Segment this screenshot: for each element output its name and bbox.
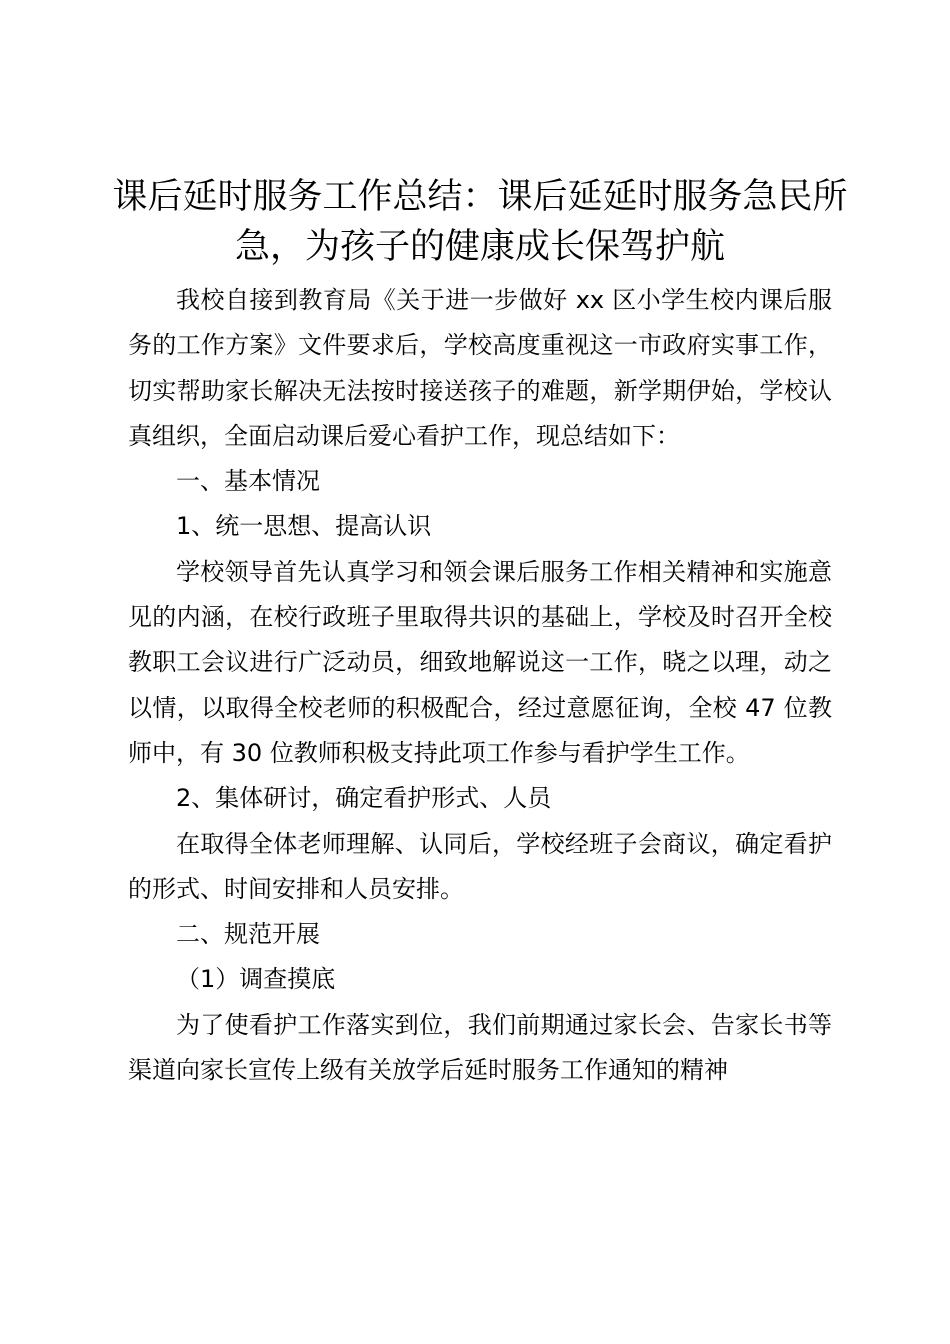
document-page — [112, 172, 848, 1093]
paragraph-intro: 我校自接到教育局《关于进一步做好 xx 区小学生校内课后服务的工作方案》文件要求后，学校高度重视这一市政府实事工作，切实帮助家长解决无法按时接送孩子的难题，新学期伊始，学校认真组织，全面启动课后爱心看护工作，现总结如下： — [128, 286, 832, 450]
paragraph-leadership: 学校领导首先认真学习和领会课后服务工作相关精神和实施意见的内涵，在校行政班子里取得共识的基础上，学校及时召开全校教职工会议进行广泛动员，细致地解说这一工作，晓之以理，动之以情，以取得全校老师的积极配合，经过意愿征询，全校 47 位教师中，有 30 位教师积极支持此项工作参与看护学生工作。 — [128, 557, 832, 767]
subsection-heading-survey: （1）调查摸底 — [176, 965, 336, 994]
section-heading-standard: 二、规范开展 — [176, 920, 320, 949]
section-heading-basic: 一、基本情况 — [176, 467, 320, 496]
paragraph-survey: 为了使看护工作落实到位，我们前期通过家长会、告家长书等渠道向家长宣传上级有关放学后延时服务工作通知的精神 — [128, 1010, 832, 1085]
subsection-heading-unify: 1、统一思想、提高认识 — [176, 512, 432, 541]
document-title: 课后延时服务工作总结：课后延延时服务急民所急，为孩子的健康成长保驾护航 — [112, 177, 848, 267]
subsection-heading-discussion: 2、集体研讨，确定看护形式、人员 — [176, 784, 552, 813]
paragraph-arrangement: 在取得全体老师理解、认同后，学校经班子会商议，确定看护的形式、时间安排和人员安排。 — [128, 829, 832, 903]
